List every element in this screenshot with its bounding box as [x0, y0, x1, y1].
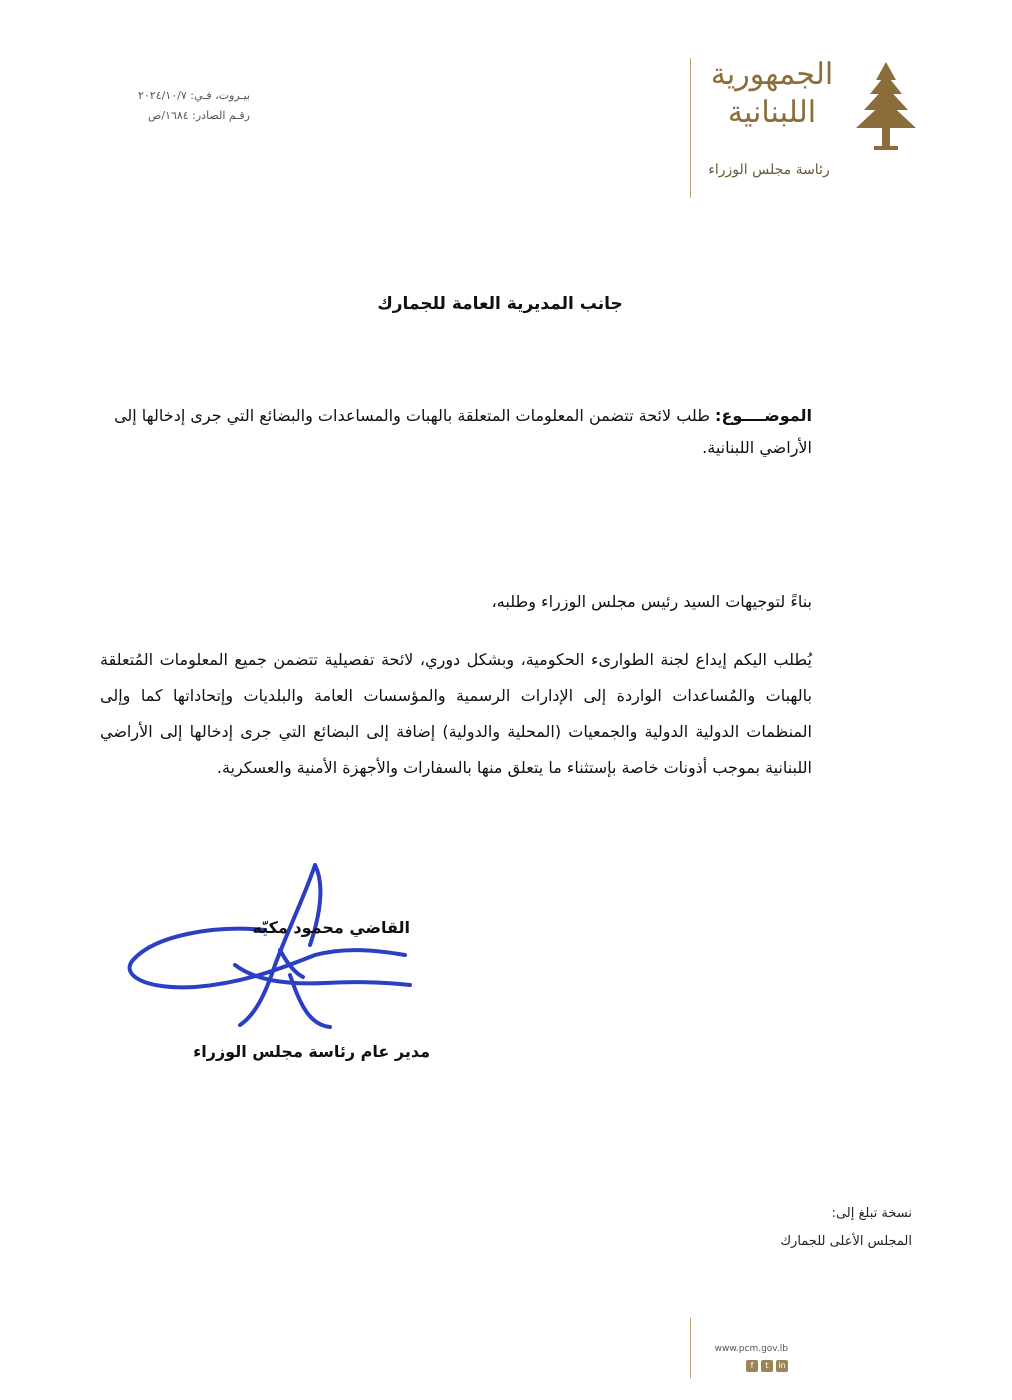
handwritten-signature	[115, 855, 415, 1045]
cedar-tree-icon	[850, 60, 922, 156]
signatory-title: مدير عام رئاسة مجلس الوزراء	[193, 1042, 430, 1061]
signatory-name: القاضي محمود مكيّه	[252, 918, 410, 937]
letterhead-title-line2: اللبنانية	[727, 95, 817, 130]
place-date: بيـروت، فـي: ٢٠٢٤/١٠/٧	[137, 89, 250, 102]
letterhead-title	[702, 56, 842, 132]
letterhead-logo	[690, 50, 922, 200]
letter-meta	[80, 86, 250, 126]
letterhead-subtitle: رئاسة مجلس الوزراء	[708, 162, 830, 178]
reference-number: رقـم الصادر: ١٦٨٤/ص	[148, 109, 250, 122]
subject-line	[100, 400, 812, 464]
facebook-icon[interactable]: f	[746, 1360, 758, 1372]
footer-website-link[interactable]: www.pcm.gov.lb	[714, 1344, 788, 1354]
copies-item: المجلس الأعلى للجمارك	[780, 1234, 912, 1249]
recipient-line: جانب المديرية العامة للجمارك	[377, 294, 623, 314]
body-paragraph-2: يُطلب اليكم إيداع لجنة الطوارىء الحكومية، وبشكل دوري، لائحة تفصيلية تتضمن جميع المعلومات المُتعلقة بالهبات والمُساعدات الواردة إلى الإدارات الرسمية والمؤسسات العامة والبلديات وإتحاداتها كما وإلى المنظمات الدولية الدولية والجمعيات (المحلية والدولية) إضافة إلى البضائع التي جرى إدخالها إلى الأراضي اللبنانية بموجب أذونات خاصة بإستثناء ما يتعلق منها بالسفارات والأجهزة الأمنية والعسكرية.	[100, 650, 812, 777]
body-paragraph-1: بناءً لتوجيهات السيد رئيس مجلس الوزراء وطلبه،	[491, 592, 812, 611]
copies-label: نسخة تبلغ إلى:	[831, 1206, 912, 1221]
footer-divider	[690, 1318, 691, 1378]
letterhead-title-line1: الجمهورية	[710, 57, 834, 92]
instagram-icon[interactable]: in	[776, 1360, 788, 1372]
social-icons	[738, 1360, 788, 1372]
subject-label: الموضــــوع:	[715, 406, 812, 425]
subject-text: طلب لائحة تتضمن المعلومات المتعلقة بالهبات والمساعدات والبضائع التي جرى إدخالها إلى الأراضي اللبنانية.	[114, 406, 812, 457]
twitter-icon[interactable]: t	[761, 1360, 773, 1372]
